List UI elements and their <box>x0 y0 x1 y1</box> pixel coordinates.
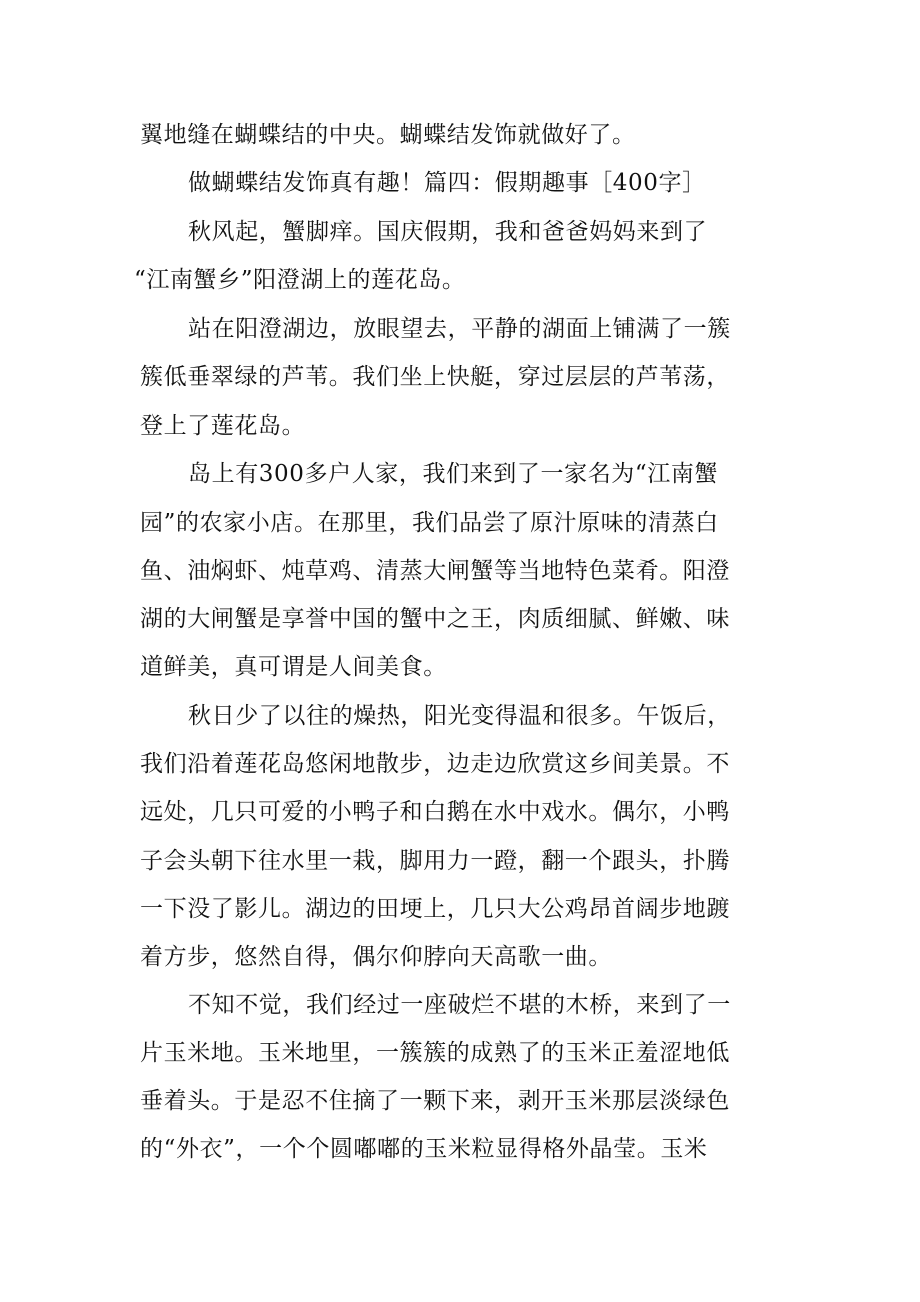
text-line: 湖的大闸蟹是享誉中国的蟹中之王，肉质细腻、鲜嫩、味 <box>140 606 730 632</box>
text-line: 一下没了影儿。湖边的田埂上，几只大公鸡昂首阔步地踱 <box>140 896 730 922</box>
text-line: 登上了莲花岛。 <box>140 413 306 439</box>
paragraph-start-line: 秋日少了以往的燥热，阳光变得温和很多。午饭后， <box>188 703 731 729</box>
text-line: 簇低垂翠绿的芦苇。我们坐上快艇，穿过层层的芦苇荡， <box>140 364 730 390</box>
text-line: 的“外衣”，一个个圆嘟嘟的玉米粒显得格外晶莹。玉米 <box>140 1136 708 1162</box>
text-line: 垂着头。于是忍不住摘了一颗下来，剥开玉米那层淡绿色 <box>140 1088 730 1114</box>
section-heading-line: 做蝴蝶结发饰真有趣！篇四：假期趣事［400字］ <box>188 170 706 196</box>
text-line: 片玉米地。玉米地里，一簇簇的成熟了的玉米正羞涩地低 <box>140 1040 730 1066</box>
paragraph-start-line: 不知不觉，我们经过一座破烂不堪的木桥，来到了一 <box>188 992 731 1018</box>
text-line: 远处，几只可爱的小鸭子和白鹅在水中戏水。偶尔，小鸭 <box>140 799 730 825</box>
paragraph-start-line: 站在阳澄湖边，放眼望去，平静的湖面上铺满了一簇 <box>188 316 731 342</box>
paragraph-start-line: 岛上有300多户人家，我们来到了一家名为“江南蟹 <box>188 461 719 487</box>
text-line: 我们沿着莲花岛悠闲地散步，边走边欣赏这乡间美景。不 <box>140 751 730 777</box>
text-line: 鱼、油焖虾、炖草鸡、清蒸大闸蟹等当地特色菜肴。阳澄 <box>140 558 730 584</box>
text-line: “江南蟹乡”阳澄湖上的莲花岛。 <box>134 267 466 293</box>
text-line: 园”的农家小店。在那里，我们品尝了原汁原味的清蒸白 <box>140 510 719 536</box>
text-line: 子会头朝下往水里一栽，脚用力一蹬，翻一个跟头，扑腾 <box>140 848 730 874</box>
paragraph-start-line: 秋风起，蟹脚痒。国庆假期，我和爸爸妈妈来到了 <box>188 219 708 245</box>
text-line: 道鲜美，真可谓是人间美食。 <box>140 654 447 680</box>
text-line: 翼地缝在蝴蝶结的中央。蝴蝶结发饰就做好了。 <box>140 122 636 148</box>
text-line: 着方步，悠然自得，偶尔仰脖向天高歌一曲。 <box>140 944 612 970</box>
